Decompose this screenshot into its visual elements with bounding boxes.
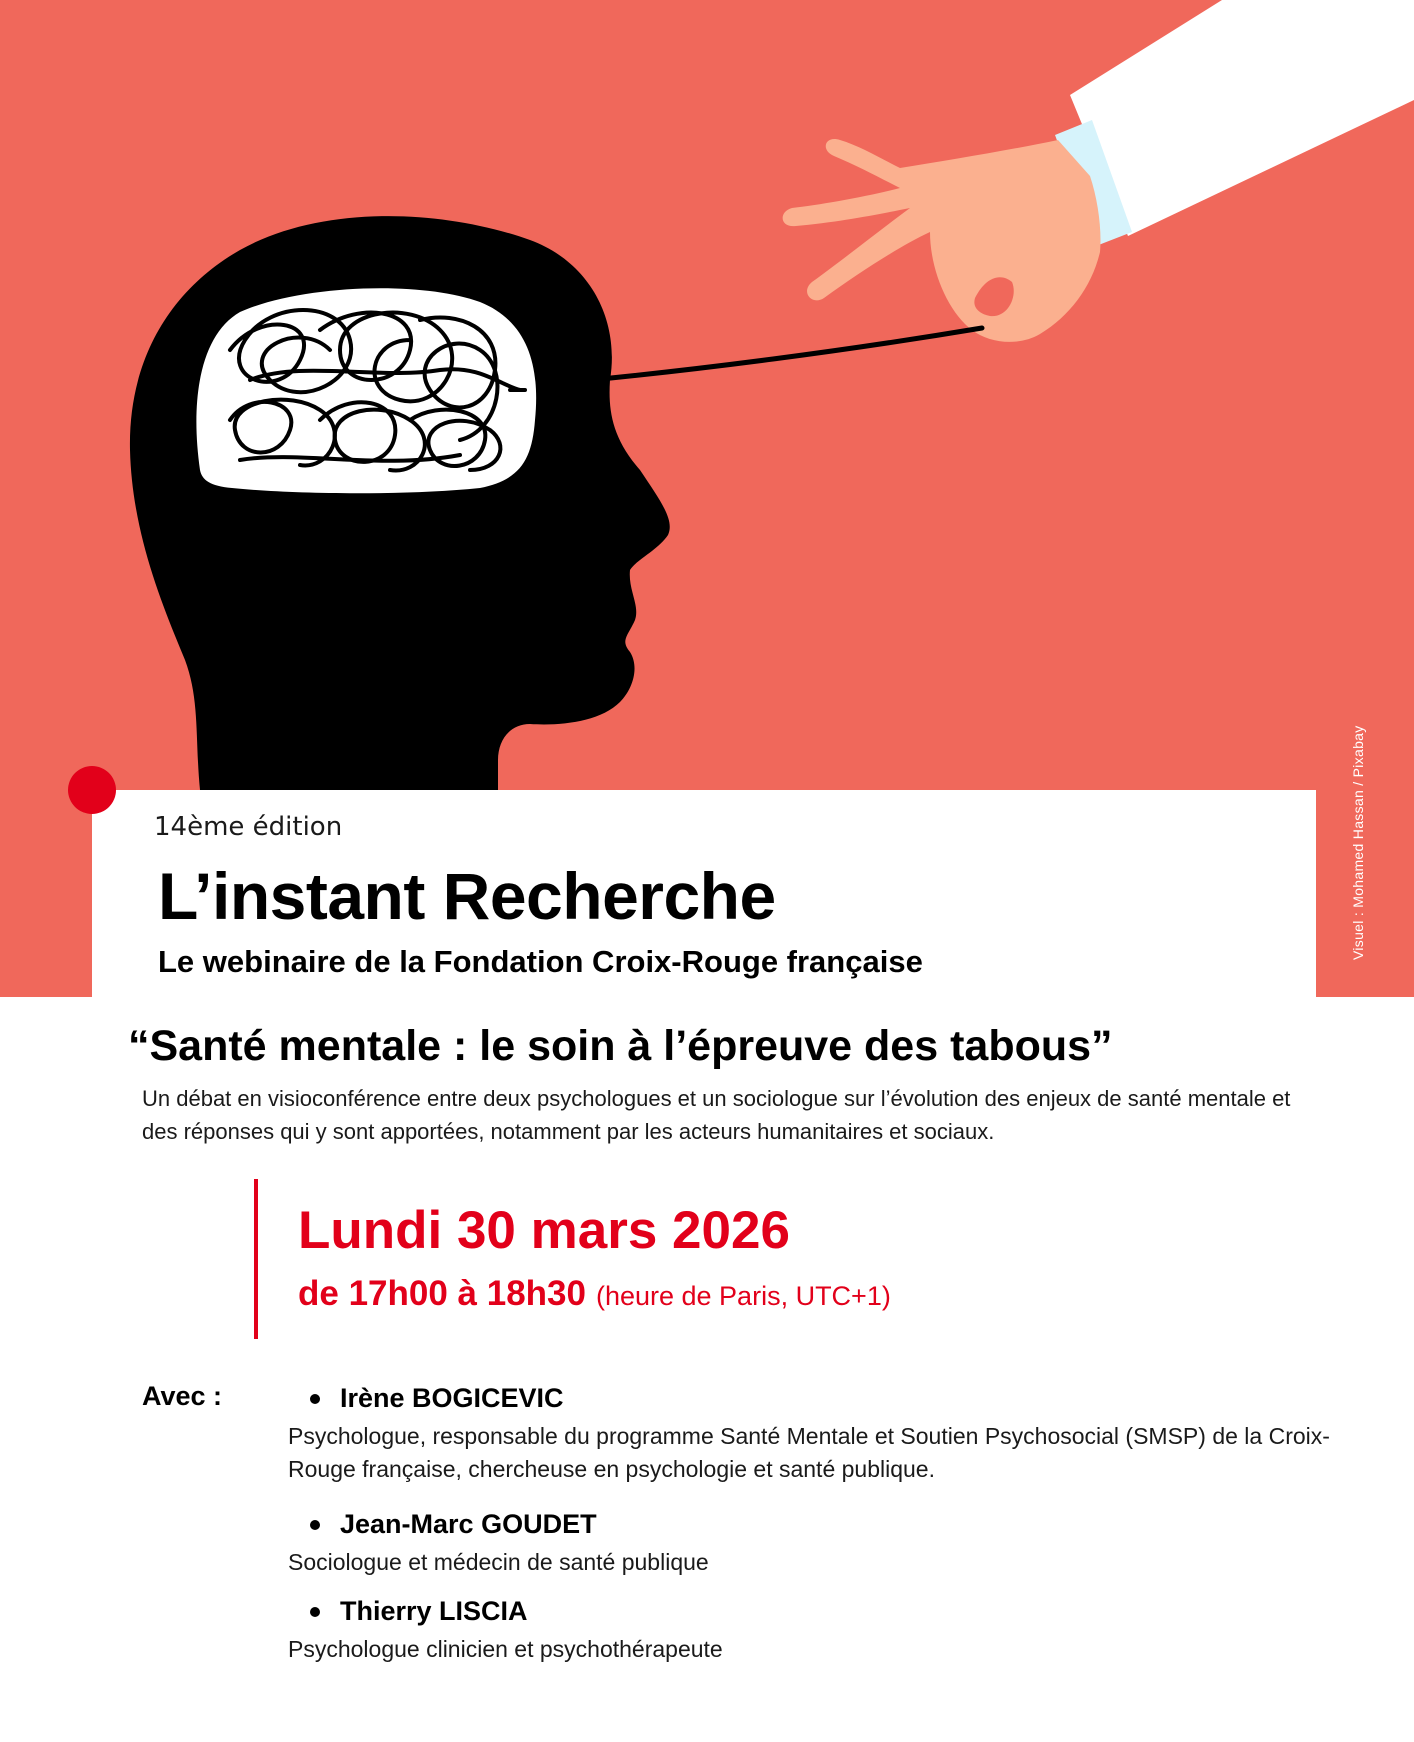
speaker-role: Psychologue, responsable du programme Santé Mentale et Soutien Psychosocial (SMSP) de la Croix-Rouge française, chercheuse en psychologie et santé publique. [288, 1423, 1330, 1482]
bullet-icon [310, 1394, 320, 1404]
speaker-name: Jean-Marc GOUDET [340, 1509, 597, 1539]
event-time-range: de 17h00 à 18h30 [298, 1274, 586, 1313]
page-title: L’instant Recherche [158, 859, 776, 933]
speaker-name: Irène BOGICEVIC [340, 1383, 564, 1413]
date-accent-bar [254, 1179, 258, 1339]
red-dot-marker [68, 766, 116, 814]
webinar-description: Un débat en visioconférence entre deux psychologues et un sociologue sur l’évolution des enjeux de santé mentale et des réponses qui y sont apportées, notamment par les acteurs humanitaires et sociaux. [142, 1086, 1291, 1144]
event-time [298, 1274, 891, 1314]
image-credit: Visuel : Mohamed Hassan / Pixabay [1350, 725, 1366, 960]
page-subtitle: Le webinaire de la Fondation Croix-Rouge française [158, 944, 923, 979]
speaker-role: Sociologue et médecin de santé publique [288, 1549, 709, 1575]
speaker-name: Thierry LISCIA [340, 1596, 528, 1626]
speaker-name-row [288, 1596, 1348, 1627]
speaker-role: Psychologue clinicien et psychothérapeute [288, 1636, 723, 1662]
coat-sleeve [1070, 0, 1414, 236]
bullet-icon [310, 1607, 320, 1617]
edition-label: 14ème édition [154, 812, 343, 842]
speaker-name-row [288, 1383, 1348, 1414]
webinar-theme: “Santé mentale : le soin à l’épreuve des tabous” [128, 1022, 1113, 1070]
hand [783, 139, 1101, 342]
bullet-icon [310, 1520, 320, 1530]
event-date: Lundi 30 mars 2026 [298, 1201, 790, 1260]
speaker-item [288, 1596, 1348, 1666]
speaker-item [288, 1509, 1348, 1579]
speaker-name-row [288, 1509, 1348, 1540]
event-timezone: (heure de Paris, UTC+1) [595, 1281, 891, 1311]
speakers-label: Avec : [142, 1381, 223, 1411]
speaker-item [288, 1383, 1348, 1486]
